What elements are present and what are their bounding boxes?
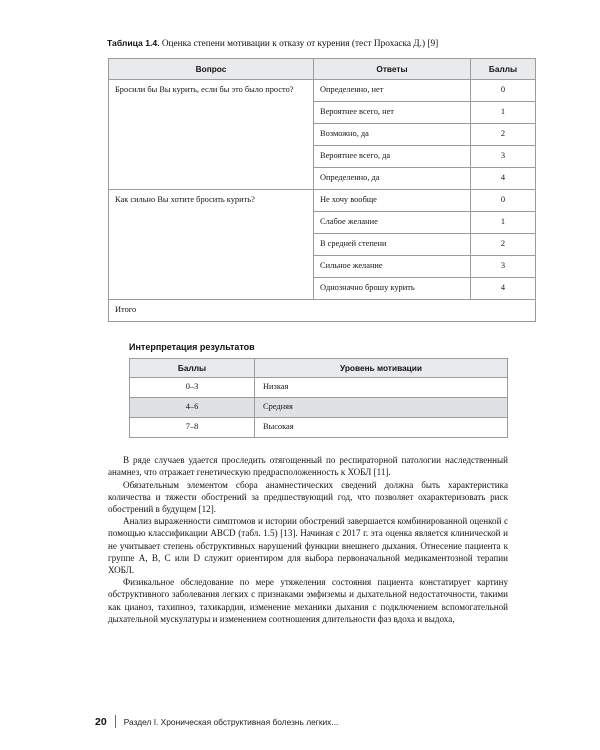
- paragraph: В ряде случаев удается проследить отягощенный по респираторной патологии наследственный анамнез, что отражает генетическую предрасположенность к ХОБЛ [11].: [108, 455, 508, 478]
- page-footer: [95, 715, 338, 728]
- page-number: 20: [95, 715, 107, 728]
- table-header-row: [130, 358, 508, 378]
- answer-cell: Однозначно брошу курить: [314, 277, 471, 299]
- interpretation-table-body: [130, 378, 508, 438]
- table-row: [109, 80, 536, 102]
- score-cell: 0: [471, 80, 536, 102]
- interpretation-heading: Интерпретация результатов: [129, 341, 255, 352]
- answer-cell: Сильное желание: [314, 255, 471, 277]
- column-header-answers: Ответы: [314, 58, 471, 80]
- motivation-level-cell: Низкая: [255, 378, 508, 398]
- footer-divider: [115, 715, 116, 728]
- answer-cell: Слабое желание: [314, 211, 471, 233]
- answer-cell: Вероятнее всего, да: [314, 146, 471, 168]
- answer-cell: Возможно, да: [314, 124, 471, 146]
- column-header-level: Уровень мотивации: [255, 358, 508, 378]
- paragraph: Обязательным элементом сбора анамнестических сведений должна быть характеристика количества и тяжести обострений за предшествующий год, что позволяет охарактеризовать риск обострений в будущем [12].: [108, 479, 508, 514]
- table-row: [130, 398, 508, 418]
- question-cell: Как сильно Вы хотите бросить курить?: [109, 190, 314, 300]
- answer-cell: Не хочу вообще: [314, 190, 471, 212]
- score-cell: 1: [471, 102, 536, 124]
- answer-cell: Определенно, нет: [314, 80, 471, 102]
- score-range-cell: 4–6: [130, 398, 255, 418]
- body-text: [108, 454, 508, 625]
- score-cell: 1: [471, 211, 536, 233]
- motivation-level-cell: Высокая: [255, 418, 508, 438]
- running-head: Раздел I. Хроническая обструктивная болезнь легких...: [123, 716, 339, 727]
- table-caption: [107, 38, 508, 51]
- paragraph: Анализ выраженности симптомов и истории обострений завершается комбинированной оценкой с помощью классификации ABCD (табл. 1.5) [13]. Начиная с 2017 г. эта оценка является клинической и не учитывает степень обструктивных нарушений функции внешнего дыхания. Отнесение пациента к группе A, B, C или D служит ориентиром для выбора первоначальной медикаментозной терапии ХОБЛ.: [108, 516, 508, 576]
- table-caption-label: Таблица 1.4.: [107, 38, 160, 48]
- answer-cell: Вероятнее всего, нет: [314, 102, 471, 124]
- score-range-cell: 7–8: [130, 418, 255, 438]
- answer-cell: Определенно, да: [314, 168, 471, 190]
- table-row: [109, 190, 536, 212]
- table-header: [109, 58, 536, 80]
- table-body: [109, 80, 536, 321]
- interpretation-table-wrapper: [129, 358, 508, 439]
- total-label: Итого: [109, 299, 536, 321]
- paragraph: Физикальное обследование по мере утяжеления состояния пациента констатирует картину обструктивного заболевания легких с признаками эмфиземы и дыхательной недостаточности, такими как цианоз, тахипноэ, тахикардия, изменение механики дыхания с подключением вспомогательной дыхательной мускулатуры и изменением соотношения длительности фаз вдоха и выдоха,: [108, 577, 508, 624]
- motivation-level-cell: Средняя: [255, 398, 508, 418]
- score-cell: 4: [471, 168, 536, 190]
- table-caption-text: Оценка степени мотивации к отказу от курения (тест Прохаска Д.) [9]: [161, 39, 439, 49]
- score-cell: 4: [471, 277, 536, 299]
- column-header-question: Вопрос: [109, 58, 314, 80]
- question-cell: Бросили бы Вы курить, если бы это было просто?: [109, 80, 314, 190]
- score-cell: 2: [471, 233, 536, 255]
- score-cell: 0: [471, 190, 536, 212]
- motivation-test-table: [108, 58, 536, 322]
- column-header-points: Баллы: [471, 58, 536, 80]
- table-row-total: [109, 299, 536, 321]
- table-header-row: [109, 58, 536, 80]
- score-cell: 3: [471, 255, 536, 277]
- table-row: [130, 418, 508, 438]
- score-range-cell: 0–3: [130, 378, 255, 398]
- score-cell: 2: [471, 124, 536, 146]
- interpretation-table-header: [130, 358, 508, 378]
- score-cell: 3: [471, 146, 536, 168]
- column-header-score: Баллы: [130, 358, 255, 378]
- interpretation-table: [129, 358, 508, 439]
- answer-cell: В средней степени: [314, 233, 471, 255]
- table-row: [130, 378, 508, 398]
